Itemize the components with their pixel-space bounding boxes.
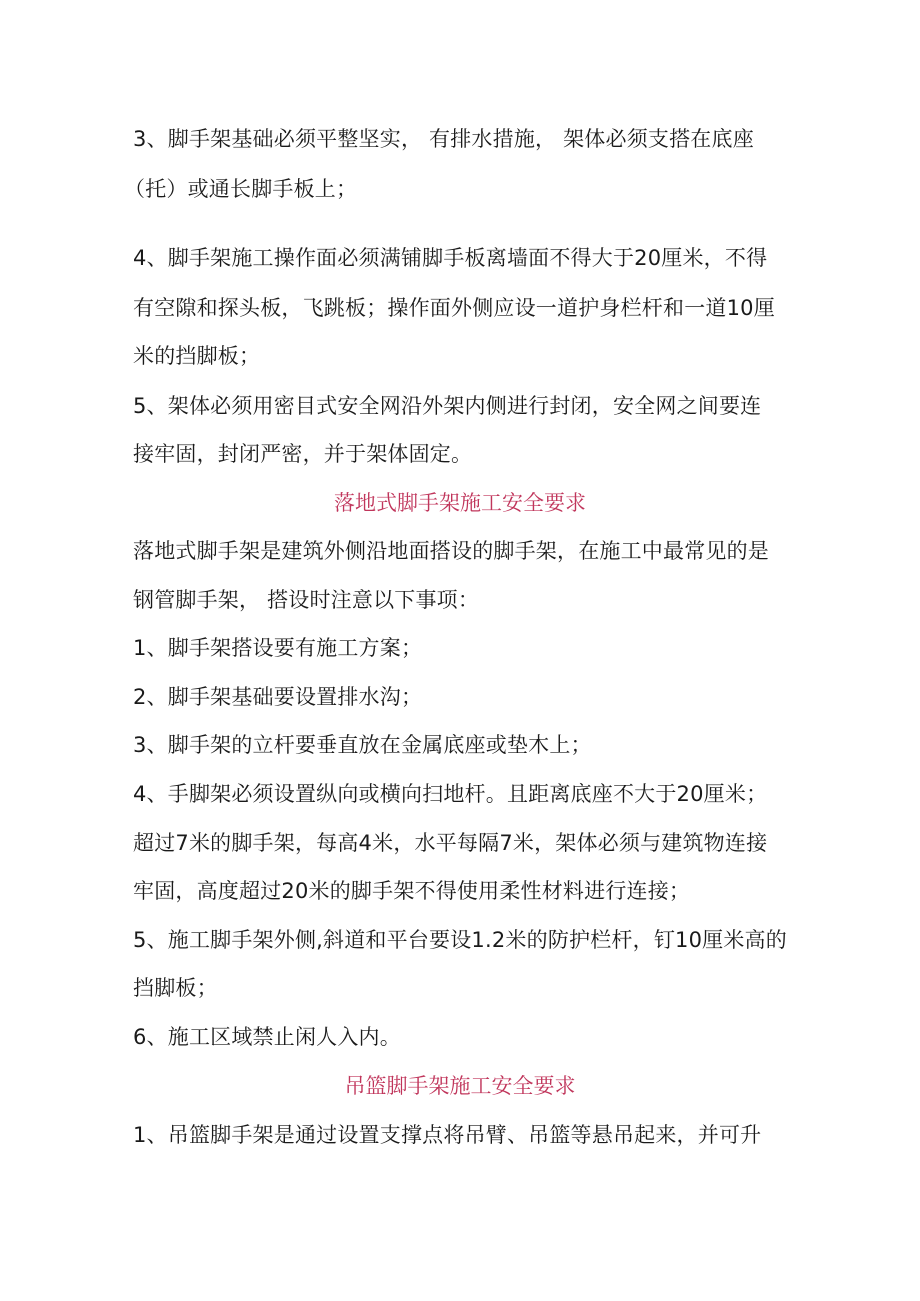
text-line: 3、脚手架基础必须平整坚实， 有排水措施， 架体必须支搭在底座 — [133, 127, 754, 151]
text-line: 6、施工区域禁止闲人入内。 — [133, 1025, 401, 1049]
text-line: 接牢固，封闭严密，并于架体固定。 — [133, 442, 473, 466]
text-line: 落地式脚手架是建筑外侧沿地面搭设的脚手架，在施工中最常见的是 — [133, 539, 769, 563]
text-line: 有空隙和探头板，飞跳板；操作面外侧应设一道护身栏杆和一道10厘 — [133, 296, 775, 320]
text-line: 1、吊篮脚手架是通过设置支撑点将吊臂、吊篮等悬吊起来，并可升 — [133, 1123, 762, 1147]
text-line: 钢管脚手架， 搭设时注意以下事项： — [133, 588, 480, 612]
text-line: （托）或通长脚手板上； — [124, 177, 358, 201]
text-line: 牢固，高度超过20米的脚手架不得使用柔性材料进行连接； — [133, 879, 691, 903]
text-line: 超过7米的脚手架，每高4米，水平每隔7米，架体必须与建筑物连接 — [133, 831, 768, 855]
text-line: 挡脚板； — [133, 976, 218, 1000]
text-line: 1、脚手架搭设要有施工方案； — [133, 636, 423, 660]
text-line: 5、架体必须用密目式安全网沿外架内侧进行封闭，安全网之间要连 — [133, 394, 762, 418]
text-line: 3、脚手架的立杆要垂直放在金属底座或垫木上； — [133, 733, 592, 757]
section-heading: 落地式脚手架施工安全要求 — [334, 491, 586, 515]
text-line: 4、手脚架必须设置纵向或横向扫地杆。且距离底座不大于20厘米； — [133, 782, 768, 806]
text-line: 4、脚手架施工操作面必须满铺脚手板离墙面不得大于20厘米，不得 — [133, 246, 768, 270]
text-line: 米的挡脚板； — [133, 344, 261, 368]
text-line: 5、施工脚手架外侧,斜道和平台要设1.2米的防护栏杆，钉10厘米高的 — [133, 928, 787, 952]
section-heading: 吊篮脚手架施工安全要求 — [344, 1074, 576, 1098]
text-line: 2、脚手架基础要设置排水沟； — [133, 685, 423, 709]
